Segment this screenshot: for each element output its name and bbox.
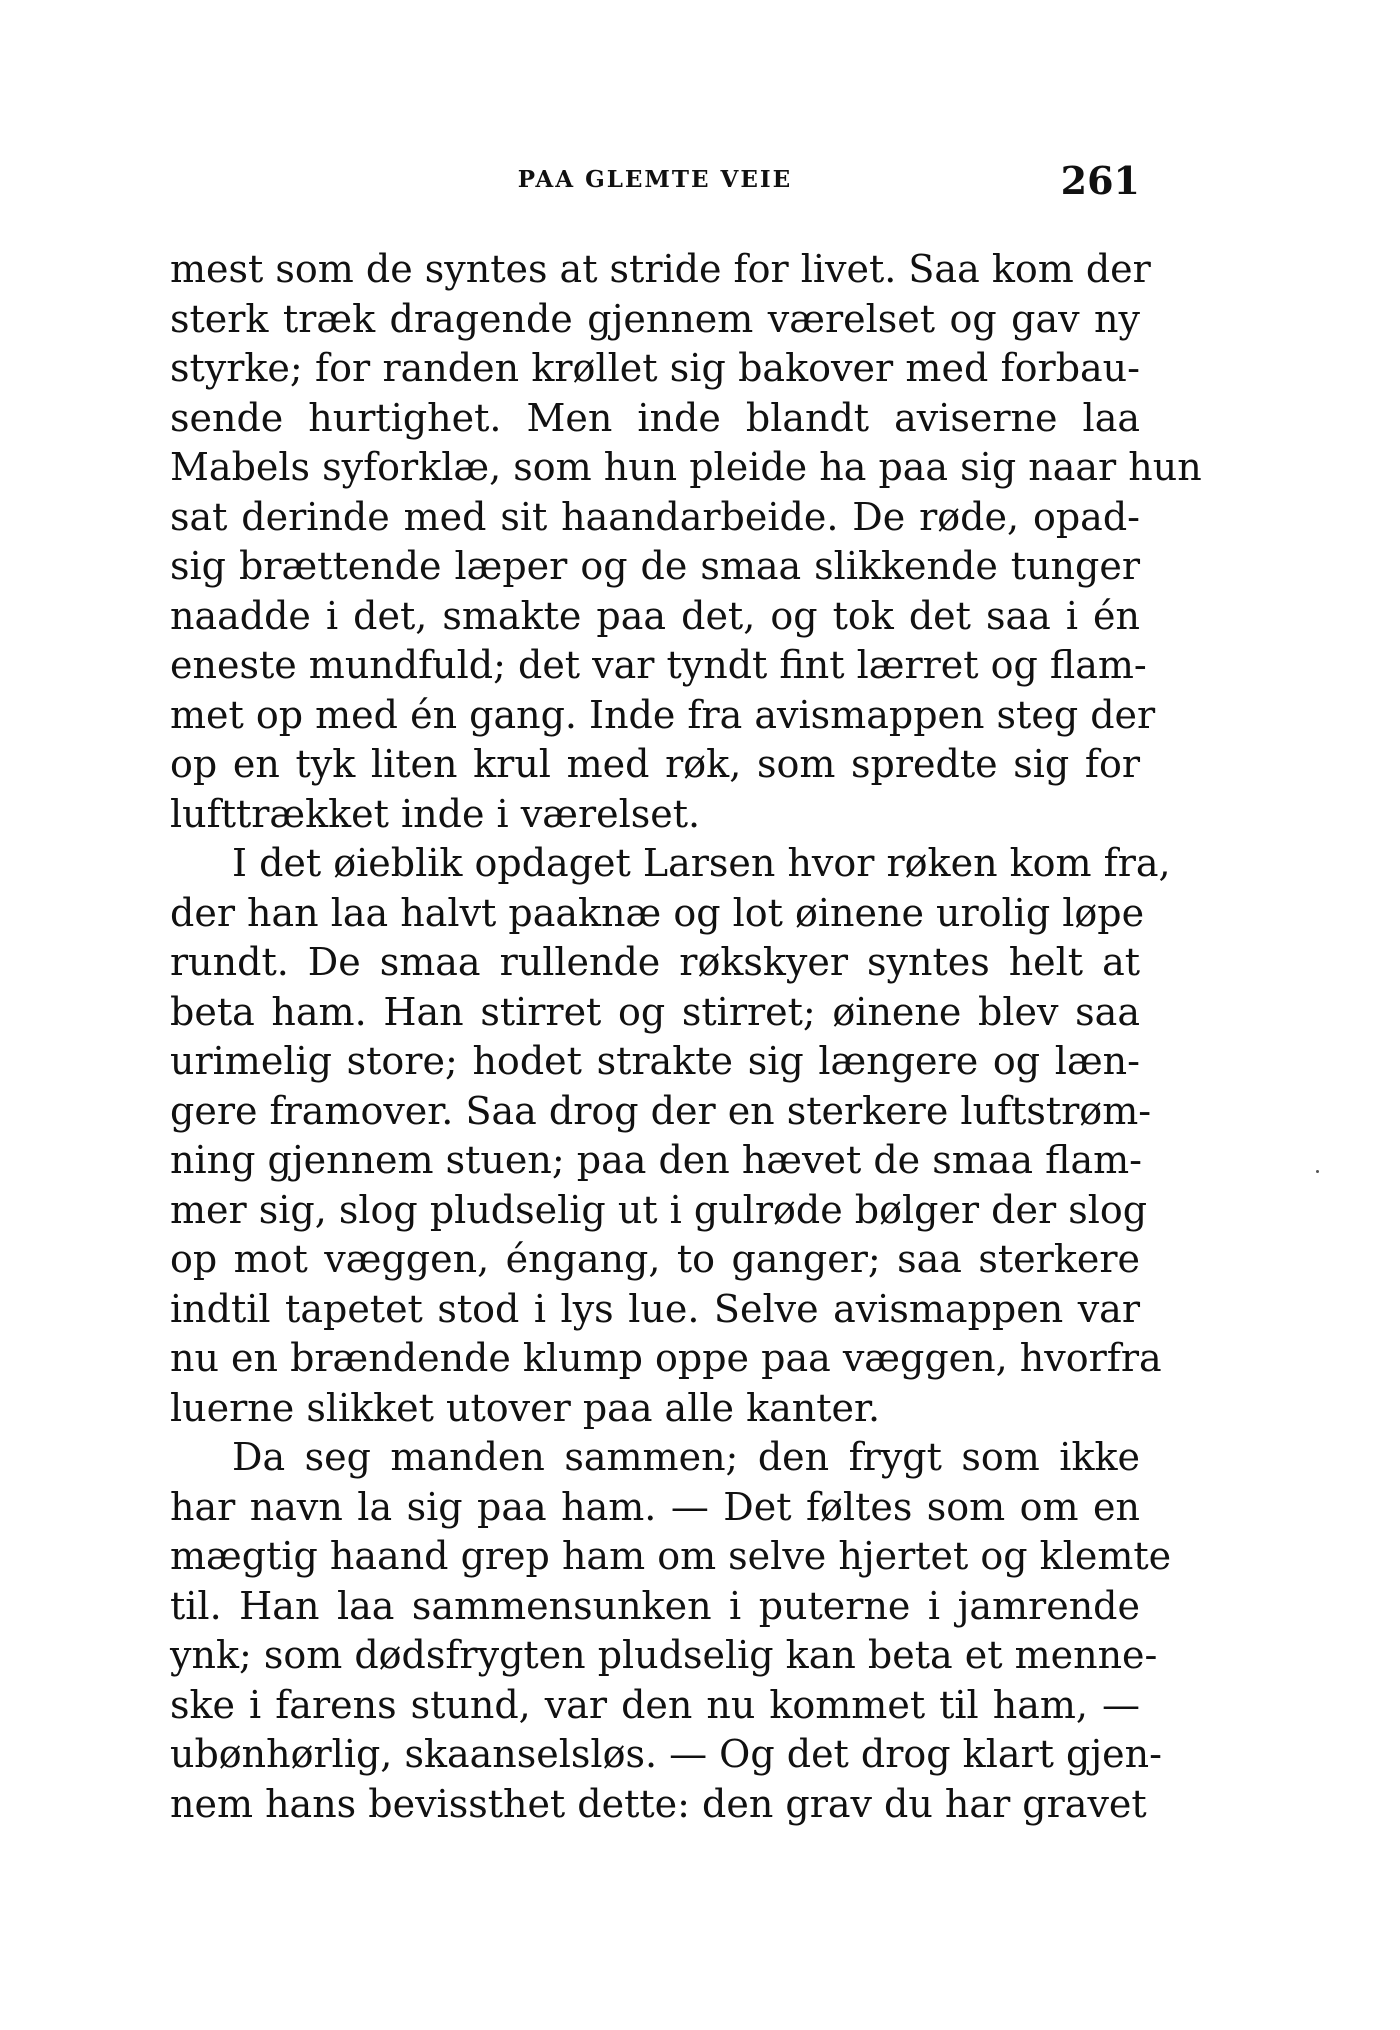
text-line: naadde i det, smakte paa det, og tok det saa i én — [170, 593, 1140, 638]
text-line: op en tyk liten krul med røk, som spredte sig for — [170, 742, 1140, 786]
text-line: har navn la sig paa ham. — Det føltes som om en — [170, 1484, 1140, 1529]
text-line: Da seg manden sammen; den frygt som ikke — [232, 1435, 1140, 1479]
text-line: gere framover. Saa drog der en sterkere luftstrøm- — [170, 1088, 1152, 1133]
text-line: mer sig, slog pludselig ut i gulrøde bølger der slog — [170, 1187, 1148, 1232]
text-line: ning gjennem stuen; paa den hævet de smaa flam- — [170, 1138, 1143, 1182]
text-line: til. Han laa sammensunken i puterne i jamrende — [170, 1583, 1140, 1628]
text-line: I det øieblik opdaget Larsen hvor røken kom fra, — [232, 841, 1171, 885]
text-line: met op med én gang. Inde fra avismappen steg der — [170, 692, 1156, 737]
running-header — [170, 158, 1140, 208]
text-line: sterk træk dragende gjennem værelset og gav ny — [170, 296, 1140, 341]
text-line: indtil tapetet stod i lys lue. Selve avismappen var — [170, 1286, 1140, 1331]
print-speck — [1316, 1170, 1319, 1173]
text-line: nem hans bevissthet dette: den grav du har gravet — [170, 1781, 1147, 1826]
text-line: nu en brændende klump oppe paa væggen, hvorfra — [170, 1336, 1162, 1380]
text-line: sat derinde med sit haandarbeide. De røde, opad- — [170, 494, 1140, 539]
text-line: lufttrækket inde i værelset. — [170, 791, 701, 836]
text-line: sig brættende læper og de smaa slikkende tunger — [170, 544, 1140, 588]
running-title: PAA GLEMTE VEIE — [517, 166, 793, 193]
text-line: rundt. De smaa rullende røkskyer syntes helt at — [170, 940, 1140, 984]
text-line: ske i farens stund, var den nu kommet til ham, — — [170, 1682, 1140, 1727]
text-line: beta ham. Han stirret og stirret; øinene blev saa — [170, 989, 1140, 1034]
text-line: mægtig haand grep ham om selve hjertet og klemte — [170, 1534, 1172, 1578]
text-line: styrke; for randen krøllet sig bakover med forbau- — [170, 346, 1140, 390]
text-line: op mot væggen, éngang, to ganger; saa sterkere — [170, 1237, 1140, 1281]
text-line: sende hurtighet. Men inde blandt aviserne laa — [170, 395, 1140, 440]
text-line: ynk; som dødsfrygten pludselig kan beta et menne- — [170, 1633, 1158, 1677]
text-line: urimelig store; hodet strakte sig længere og læn- — [170, 1039, 1140, 1083]
page-number: 261 — [1060, 158, 1140, 203]
text-line: Mabels syforklæ, som hun pleide ha paa sig naar hun — [170, 445, 1202, 489]
text-line: der han laa halvt paaknæ og lot øinene urolig løpe — [170, 890, 1145, 935]
text-line: mest som de syntes at stride for livet. Saa kom der — [170, 247, 1151, 291]
text-line: luerne slikket utover paa alle kanter. — [170, 1385, 881, 1430]
text-line: ubønhørlig, skaanselsløs. — Og det drog klart gjen- — [170, 1732, 1162, 1776]
text-line: eneste mundfuld; det var tyndt fint lærret og flam- — [170, 643, 1147, 687]
body-text — [170, 245, 1202, 1829]
